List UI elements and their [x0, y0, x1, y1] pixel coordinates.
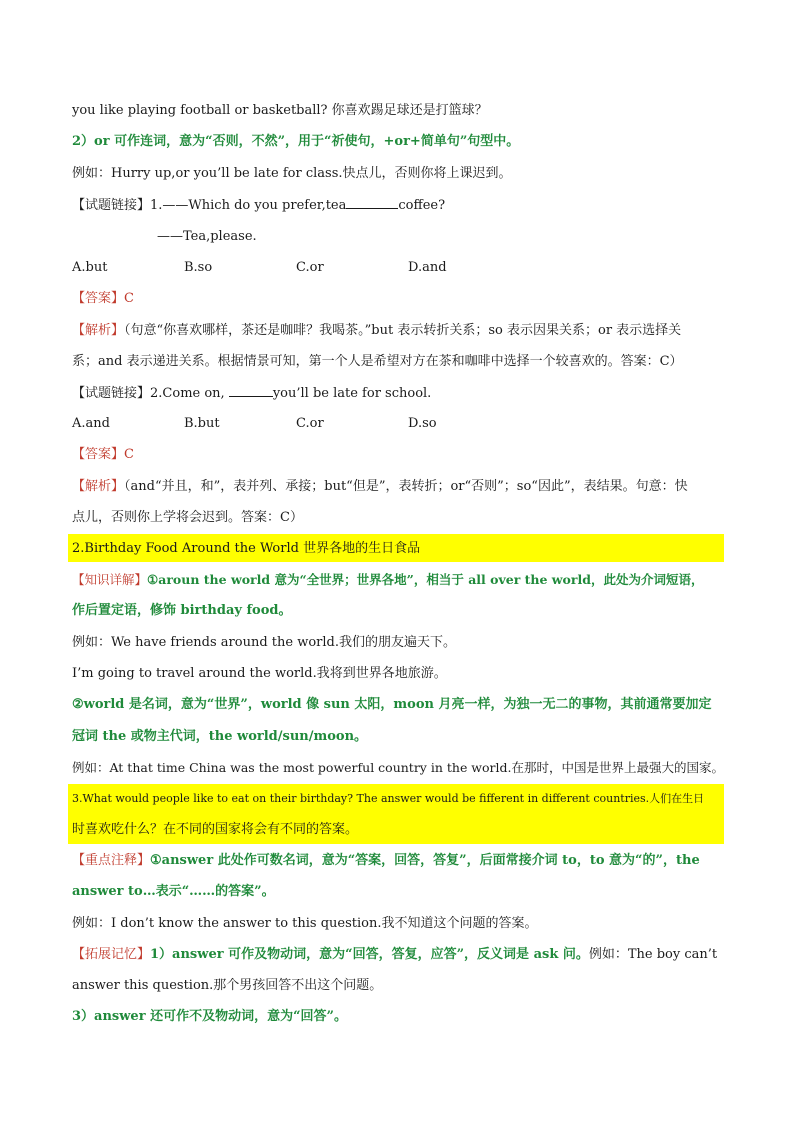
example-line: 例如：Hurry up,or you’ll be late for class.快点儿，否则你将上课迟到。 [72, 166, 512, 181]
example-line: 例如：At that time China was the most powerful country in the world.在那时，中国是世界上最强大的国家。 [72, 760, 724, 775]
option-b: B.so [184, 260, 213, 275]
question-2: 【试题链接】2.Come on, you’ll be late for school. [72, 386, 432, 401]
option-a: A.and [72, 416, 110, 431]
answer-1: 【答案】C [72, 291, 134, 306]
question-1-reply: ——Tea,please. [157, 229, 257, 244]
answer-blank [229, 384, 273, 397]
explanation-1-cont: 系；and 表示递进关系。根据情景可知，第一个人是希望对方在茶和咖啡中选择一个较喜欢的。答案：C） [72, 354, 683, 369]
rule-or-otherwise: 2）or 可作连词，意为“否则，不然”，用于“祈使句，+or+简单句”句型中。 [72, 134, 520, 149]
key-note-cont: answer to…表示“……的答案”。 [72, 884, 275, 899]
question-tag: 【试题链接】 [72, 198, 151, 213]
explanation-2: 【解析】（and“并且，和”，表并列、承接；but“但是”，表转折；or“否则”；so“因此”，表结果。句意：快 [72, 479, 688, 494]
question-1: 【试题链接】1.——Which do you prefer,tea coffee? [72, 198, 446, 213]
answer-2: 【答案】C [72, 447, 134, 462]
explanation-2-cont: 点儿，否则你上学将会迟到。答案：C） [72, 510, 303, 525]
option-d: D.and [408, 260, 447, 275]
answer-blank [346, 196, 398, 209]
option-a: A.but [72, 260, 108, 275]
text-line: you like playing football or basketball? 你喜欢踢足球还是打篮球？ [72, 103, 488, 118]
extended-memory: 【拓展记忆】1）answer 可作及物动词，意为“回答，答复，应答”，反义词是 ask 问。例如：The boy can’t [72, 947, 718, 962]
option-b: B.but [184, 416, 220, 431]
option-d: D.so [408, 416, 437, 431]
note-world-cont: 冠词 the 或物主代词，the world/sun/moon。 [72, 729, 368, 744]
note-world: ②world 是名词，意为“世界”，world 像 sun 太阳，moon 月亮一样，为独一无二的事物，其前通常要加定 [72, 697, 712, 712]
section-heading-3: 3.What would people like to eat on their birthday? The answer would be fifferent in different countries.人们在生日 [72, 792, 705, 805]
extended-memory-item: 3）answer 还可作不及物动词，意为“回答”。 [72, 1009, 348, 1024]
section-heading-2: 2.Birthday Food Around the World 世界各地的生日食品 [72, 541, 421, 556]
example-line: 例如：I don’t know the answer to this question.我不知道这个问题的答案。 [72, 916, 538, 931]
knowledge-detail: 【知识详解】①aroun the world 意为“全世界；世界各地”，相当于 all over the world，此处为介词短语， [72, 572, 704, 587]
question-tag: 【试题链接】 [72, 386, 151, 401]
option-c: C.or [296, 260, 324, 275]
extended-memory-cont: answer this question.那个男孩回答不出这个问题。 [72, 978, 383, 993]
example-line: 例如：We have friends around the world.我们的朋友遍天下。 [72, 635, 456, 650]
example-line: I’m going to travel around the world.我将到世界各地旅游。 [72, 666, 447, 681]
option-c: C.or [296, 416, 324, 431]
section-heading-3-cont: 时喜欢吃什么？在不同的国家将会有不同的答案。 [72, 822, 359, 837]
knowledge-detail-cont: 作后置定语，修饰 birthday food。 [72, 603, 292, 618]
key-note: 【重点注释】①answer 此处作可数名词，意为“答案，回答，答复”，后面常接介词 to，to 意为“的”，the [72, 853, 700, 868]
explanation-1: 【解析】（句意“你喜欢哪样，茶还是咖啡？我喝茶。”but 表示转折关系；so 表示因果关系；or 表示选择关 [72, 323, 682, 338]
